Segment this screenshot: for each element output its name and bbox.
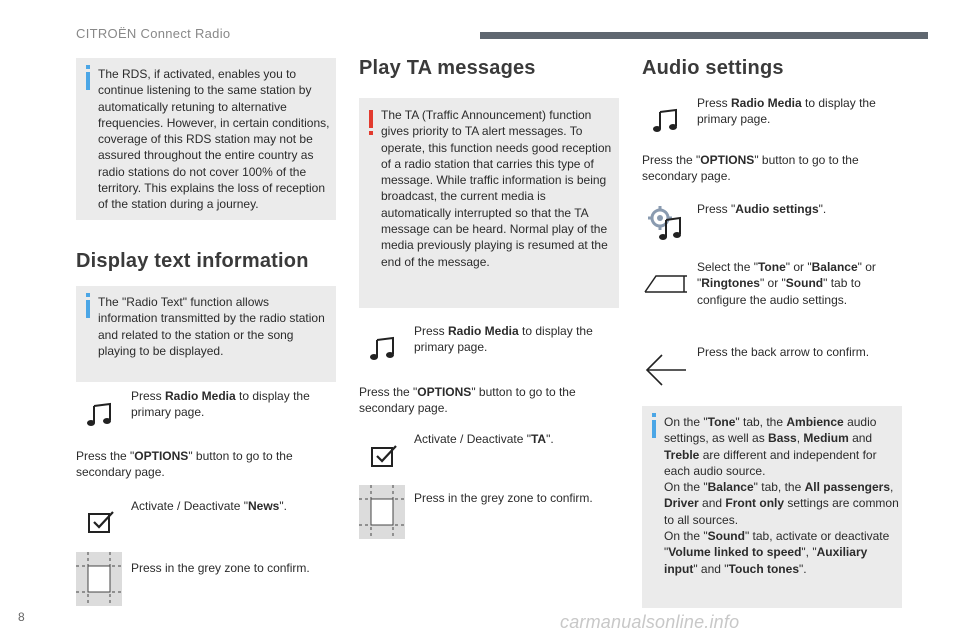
col2-step-options: Press the "OPTIONS" button to go to the secondary page. bbox=[359, 385, 576, 416]
audio-note: On the "Tone" tab, the Ambience audio settings, as well as Bass, Medium and Treble are different and independent for each audio source. On the "Balance" tab, the All passengers, Driver and Front only settings are common to all sources. On the "Sound" tab, activate or deactivate "Volume linked to speed", "Auxiliary input" and "Touch tones". bbox=[664, 415, 899, 576]
radio-text-note: The "Radio Text" function allows information transmitted by the radio station and related to the station or the song playing to be displayed. bbox=[98, 295, 325, 358]
checkbox-icon bbox=[371, 444, 399, 468]
col2-step-grey-zone: Press in the grey zone to confirm. bbox=[414, 491, 593, 505]
grey-zone-icon bbox=[359, 485, 405, 539]
music-note-icon bbox=[367, 336, 399, 362]
ta-warning-box bbox=[359, 98, 619, 308]
page-number: 8 bbox=[18, 610, 25, 624]
heading-display-text-information: Display text information bbox=[76, 250, 309, 272]
rds-info-box bbox=[76, 58, 336, 220]
info-icon bbox=[86, 300, 90, 318]
grey-zone-icon bbox=[76, 552, 122, 606]
warning-icon bbox=[369, 110, 373, 128]
tab-icon bbox=[644, 274, 688, 294]
header-bar bbox=[480, 32, 928, 39]
manual-section-title: CITROËN Connect Radio bbox=[76, 26, 231, 41]
col3-step-back-arrow: Press the back arrow to confirm. bbox=[697, 345, 870, 359]
col3-step-options: Press the "OPTIONS" button to go to the secondary page. bbox=[642, 153, 859, 184]
info-icon bbox=[86, 72, 90, 90]
checkbox-icon bbox=[88, 510, 116, 534]
col1-step-grey-zone: Press in the grey zone to confirm. bbox=[131, 561, 310, 575]
audio-info-box bbox=[642, 406, 902, 608]
radio-text-info-box bbox=[76, 286, 336, 382]
rds-note: The RDS, if activated, enables you to continue listening to the same station by automatically retuning to alternative frequencies. However, in certain conditions, coverage of this RDS station may not be assured throughout the entire country as radio stations do not cover 100% of the territory. This explains the loss of reception of the station during a journey. bbox=[98, 67, 330, 212]
col1-step-radio-media: Press Radio Media to display the primary page. bbox=[131, 389, 310, 420]
col2-step-ta: Activate / Deactivate "TA". bbox=[414, 432, 554, 446]
col3-step-audio-settings: Press "Audio settings". bbox=[697, 202, 827, 216]
watermark: carmanualsonline.info bbox=[560, 612, 740, 632]
heading-audio-settings: Audio settings bbox=[642, 57, 784, 79]
gear-music-icon bbox=[646, 204, 686, 244]
music-note-icon bbox=[650, 108, 682, 134]
back-arrow-icon bbox=[644, 352, 688, 388]
col2-step-radio-media: Press Radio Media to display the primary page. bbox=[414, 324, 593, 355]
music-note-icon bbox=[84, 402, 116, 428]
heading-play-ta-messages: Play TA messages bbox=[359, 57, 536, 79]
col3-step-select-tab: Select the "Tone" or "Balance" or "Ringtones" or "Sound" tab to configure the audio settings. bbox=[697, 260, 876, 307]
info-icon bbox=[652, 420, 656, 438]
col3-step-radio-media: Press Radio Media to display the primary page. bbox=[697, 96, 876, 127]
col1-step-news: Activate / Deactivate "News". bbox=[131, 499, 287, 513]
ta-warning: The TA (Traffic Announcement) function gives priority to TA alert messages. To operate, this function needs good reception of a radio station that carries this type of message. While traffic information is being broadcast, the current media is automatically interrupted so that the TA message can be heard. Normal play of the media previously playing is resumed at the end of the message. bbox=[381, 108, 612, 269]
col1-step-options: Press the "OPTIONS" button to go to the secondary page. bbox=[76, 449, 293, 480]
